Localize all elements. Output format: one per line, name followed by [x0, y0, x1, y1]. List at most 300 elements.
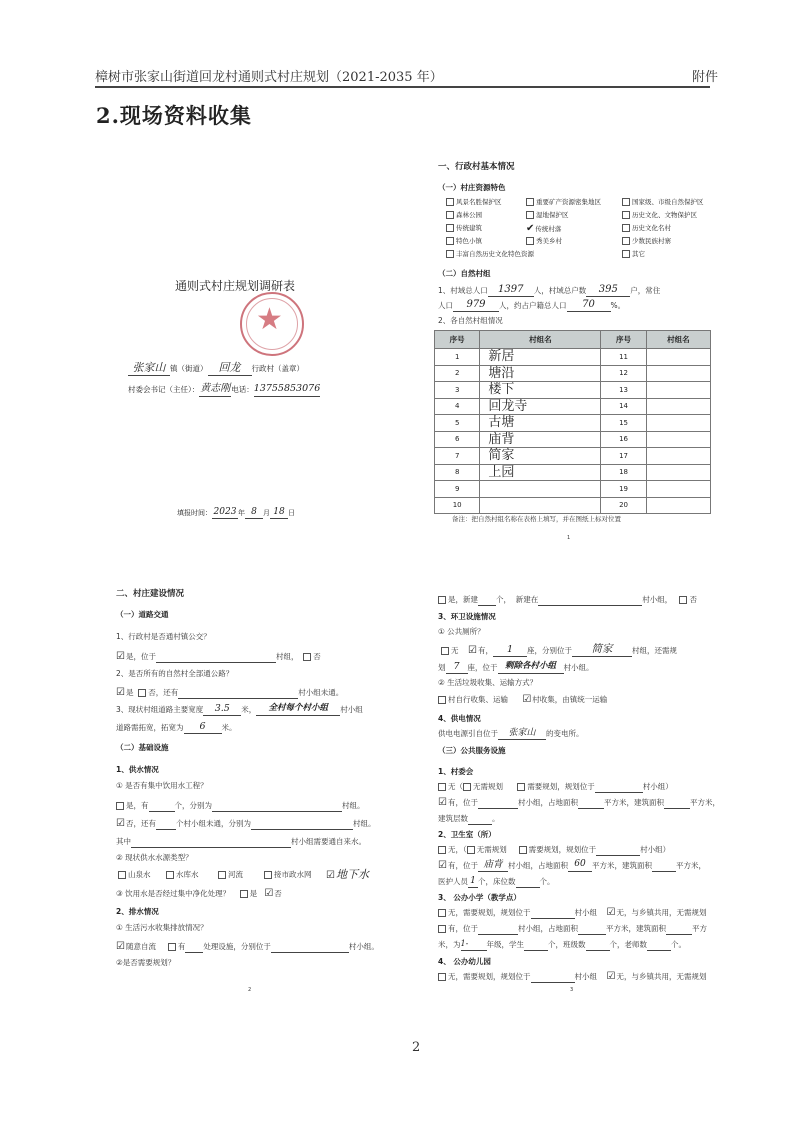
checkbox-icon[interactable] [446, 224, 454, 232]
resource-option[interactable] [526, 237, 562, 245]
table-row [435, 497, 711, 514]
table-row [435, 431, 711, 448]
committee-floors-line [438, 812, 500, 825]
group-name: 楼下 [480, 382, 601, 399]
group-name: 回龙寺 [480, 398, 601, 415]
checkbox-icon[interactable] [264, 871, 272, 879]
school-need: 无，需要规划，规划位于 [448, 908, 531, 917]
checkbox-icon[interactable] [218, 871, 226, 879]
drain-facility-checkbox[interactable] [168, 943, 176, 951]
road-widen-label: 道路需拓宽，拓宽为 [116, 723, 184, 732]
p2-heading: 二、村庄建设情况 [116, 589, 185, 599]
resource-option[interactable] [622, 224, 671, 232]
phone-value: 13755853076 [254, 382, 320, 397]
population-value: 1397 [488, 283, 534, 297]
water-source-option[interactable] [218, 868, 243, 882]
committee-none: 无（ [448, 782, 463, 791]
resource-label: 丰富自然历史文化特色资源 [456, 250, 534, 258]
checkbox-icon[interactable] [526, 211, 534, 219]
water-source-option[interactable] [166, 868, 199, 882]
percent-value: 70 [567, 298, 611, 312]
power-title: 4、供电情况 [438, 714, 481, 723]
group-no: 16 [601, 431, 646, 448]
clinic-need: 需要规划，规划位于 [528, 845, 597, 854]
checkmark-icon[interactable]: ☑ [116, 687, 125, 698]
clinic-need-checkbox[interactable] [519, 846, 527, 854]
group-name [646, 481, 710, 498]
p3-first-line [438, 593, 697, 606]
month-unit: 月 [263, 509, 270, 517]
resident-line [438, 298, 625, 312]
water-source-option[interactable] [118, 868, 151, 882]
toilet-location: 简家 [572, 643, 632, 657]
water-no-line [116, 817, 375, 830]
school-grade-line [438, 938, 686, 951]
clinic-has: 有，位于 [447, 861, 478, 870]
school-need-checkbox[interactable] [438, 909, 446, 917]
checkbox-icon[interactable] [446, 198, 454, 206]
new-c: 新建在 [515, 595, 539, 604]
clinic-area: 60 [568, 858, 592, 872]
p2-subheading-infra: （二）基础设施 [116, 743, 169, 752]
committee-has: 有，位于 [447, 798, 478, 807]
resource-option[interactable] [526, 211, 569, 219]
official-seal [240, 292, 304, 356]
p1-heading: 一、行政村基本情况 [438, 162, 515, 172]
q-road-widen [116, 720, 237, 734]
water-no-tail: 村组。 [352, 819, 376, 828]
clinic-staff-line [438, 875, 555, 888]
water-source-option[interactable] [264, 868, 312, 882]
public-services-heading: （三）公共服务设施 [438, 746, 506, 755]
header-divider [95, 86, 710, 88]
committee-has-line [438, 796, 720, 809]
village-value: 回龙 [208, 361, 252, 376]
clinic-staff-label: 医护人员 [438, 877, 468, 886]
percent-unit: %。 [610, 301, 626, 310]
resource-option[interactable] [622, 198, 704, 206]
clinic-location: 庙背 [478, 858, 508, 872]
checkbox-icon[interactable] [622, 211, 630, 219]
drain-title: 2、排水情况 [116, 907, 159, 916]
group-name [480, 481, 601, 498]
q-road-width [116, 702, 363, 716]
school-j: 个，班级数 [548, 940, 586, 949]
drain-has-b: 处理设施，分别位于 [203, 942, 271, 951]
resource-option[interactable] [446, 250, 534, 258]
checkbox-icon[interactable] [166, 871, 174, 879]
road-groups-tail: 村小组 [340, 705, 363, 714]
clinic-staff: 1 [468, 875, 478, 888]
resource-label: 风景名胜保护区 [456, 198, 502, 206]
resource-label: 少数民族村寨 [632, 237, 671, 245]
checkbox-icon[interactable] [622, 224, 630, 232]
group-no: 19 [601, 481, 646, 498]
checkbox-icon[interactable] [526, 198, 534, 206]
garbage-town: 村收集，由镇统一运输 [532, 695, 608, 704]
resource-option[interactable] [446, 211, 482, 219]
new-no-checkbox[interactable] [679, 596, 687, 604]
toilet-none-checkbox[interactable] [441, 647, 449, 655]
resident-value: 979 [453, 298, 499, 312]
group-no: 2 [435, 365, 480, 382]
resource-option[interactable] [526, 198, 601, 206]
checkmark-icon[interactable]: ☑ [116, 818, 125, 829]
checkmark-icon[interactable]: ☑ [438, 860, 447, 871]
households-label: 人，村域总户数 [533, 286, 587, 295]
group-name [646, 382, 710, 399]
col-header-name-2: 村组名 [646, 331, 710, 349]
checkmark-icon[interactable]: ☑ [116, 651, 125, 662]
road-widen-unit: 米。 [221, 723, 237, 732]
kindergarten-need-tail: 村小组 [574, 972, 597, 981]
committee-need-tail: 村小组） [642, 782, 673, 791]
drain-free: 随意自流 [125, 942, 156, 951]
p2-page-number: 2 [248, 987, 252, 993]
resident-label-b: 人口 [438, 301, 453, 310]
clinic-noplan: 无需规划 [476, 845, 507, 854]
resource-checklist [446, 198, 722, 264]
checkbox-icon[interactable] [446, 211, 454, 219]
school-k: 个，老师数 [609, 940, 647, 949]
school-has-line [438, 922, 707, 935]
checkbox-icon[interactable] [622, 250, 630, 258]
resident-label-a: 户，常住 [630, 286, 661, 295]
clinic-has-line [438, 858, 706, 872]
group-name: 新居 [480, 349, 601, 366]
group-no: 9 [435, 481, 480, 498]
drain-answer [116, 940, 379, 953]
checkbox-icon[interactable] [446, 237, 454, 245]
school-e: 村小组，占地面积 [518, 924, 578, 933]
checkmark-icon[interactable]: ☑ [468, 645, 478, 656]
group-name: 简家 [480, 448, 601, 465]
cover-title: 通则式村庄规划调研表 [175, 279, 296, 293]
group-no: 17 [601, 448, 646, 465]
checkmark-icon[interactable]: ☑ [522, 694, 532, 705]
clinic-c: 平方米，建筑面积 [591, 861, 652, 870]
water-q3: ③ 饮用水是否经过集中净化处理？ [116, 889, 231, 898]
table-row [435, 448, 711, 465]
group-name [646, 349, 710, 366]
group-name [646, 431, 710, 448]
group-name [646, 415, 710, 432]
checkmark-icon[interactable]: ☑ [606, 971, 616, 982]
kindergarten-shared: 无，与乡镇共用，无需规划 [616, 972, 707, 981]
garbage-line [438, 694, 607, 706]
school-has: 有，位于 [448, 924, 478, 933]
road-width-label: 3、现状村组道路主要宽度 [116, 705, 204, 714]
bus-yes-tail: 村组， [275, 652, 299, 661]
page-number: 2 [412, 1040, 421, 1055]
water-source-label: 地下水 [335, 868, 369, 881]
water-source-option[interactable] [326, 868, 369, 883]
water-other-line [116, 835, 366, 848]
water-yes-checkbox[interactable] [116, 802, 124, 810]
table-row [435, 349, 711, 366]
water-other: 其中 [116, 837, 131, 846]
q-road: 2、是否所有的自然村全部通公路？ [116, 669, 234, 678]
cover-date-line [177, 506, 295, 519]
population-line [438, 283, 660, 297]
clinic-d: 平方米， [675, 861, 706, 870]
kindergarten-title: 4、 公办幼儿园 [438, 957, 491, 966]
clinic-beds-tail: 个。 [539, 877, 555, 886]
school-g: 平方 [692, 924, 707, 933]
power-a: 供电电源引自位于 [438, 729, 498, 738]
col-header-no-2: 序号 [601, 331, 646, 349]
water-source-label: 山泉水 [128, 870, 151, 879]
checkmark-icon[interactable]: ☑ [438, 797, 447, 808]
group-name [646, 365, 710, 382]
kindergarten-need-checkbox[interactable] [438, 973, 446, 981]
toilet-line [441, 643, 677, 657]
road-width-value: 3.5 [203, 702, 241, 716]
group-no: 14 [601, 398, 646, 415]
school-need-tail: 村小组 [574, 908, 597, 917]
road-tail: 村小组未通。 [298, 688, 344, 697]
resource-label: 湿地保护区 [536, 211, 569, 219]
town-label: 镇（街道） [170, 364, 208, 373]
committee-has-c: 平方米，建筑面积 [603, 798, 664, 807]
resource-option[interactable] [622, 237, 671, 245]
checkbox-icon[interactable] [446, 250, 454, 258]
drain-has: 有 [177, 942, 186, 951]
seal-star-icon: ★ [256, 302, 283, 337]
p2-subheading-roads: （一）道路交通 [116, 610, 169, 619]
sanitation-title: 3、环卫设施情况 [438, 612, 496, 621]
year-unit: 年 [238, 509, 245, 517]
kindergarten-need: 无，需要规划，规划位于 [448, 972, 531, 981]
clinic-none-line [438, 843, 670, 856]
group-no: 8 [435, 464, 480, 481]
table-row [435, 415, 711, 432]
resource-option[interactable] [526, 224, 561, 234]
power-line [438, 727, 584, 740]
water-q2: ② 现状供水水源类型？ [116, 853, 193, 862]
table-note: 备注：把自然村组名称在表格上填写，并在图纸上标对位置 [452, 515, 621, 523]
village-label: 行政村（盖章） [251, 364, 304, 373]
toilet-f: 村小组。 [563, 663, 594, 672]
road-groups-value: 全村每个村小组 [256, 702, 340, 716]
water-q1: ① 是否有集中饮用水工程？ [116, 781, 208, 790]
committee-none-checkbox[interactable] [438, 783, 446, 791]
cover-town-line [128, 361, 304, 376]
group-no: 4 [435, 398, 480, 415]
checkmark-icon[interactable]: ☑ [116, 941, 125, 952]
committee-noplan-checkbox[interactable] [463, 783, 471, 791]
road-no-checkbox[interactable] [138, 689, 146, 697]
table-row [435, 382, 711, 399]
clinic-noplan-checkbox[interactable] [467, 846, 475, 854]
toilet-e: 座，位于 [467, 663, 498, 672]
resource-label: 国家级、市级自然保护区 [632, 198, 704, 206]
group-name [646, 448, 710, 465]
p1-subheading-groups: （二）自然村组 [438, 269, 491, 278]
resource-label: 特色小镇 [456, 237, 482, 245]
bus-yes: 是，位于 [125, 652, 156, 661]
day-unit: 日 [288, 509, 295, 517]
date-year: 2023 [213, 507, 237, 517]
committee-has-d: 平方米， [689, 798, 720, 807]
school-f: 平方米，建筑面积 [606, 924, 666, 933]
village-groups-table [434, 330, 711, 514]
toilet-b: 座，分别位于 [527, 646, 573, 655]
water-q3-line [116, 888, 282, 900]
table-row [435, 481, 711, 498]
water-source-label: 接市政水网 [274, 870, 312, 879]
purify-yes-checkbox[interactable] [240, 890, 248, 898]
drain-q2: ②是否需要规划？ [116, 958, 176, 967]
checkbox-icon[interactable] [526, 237, 534, 245]
q-bus-answer [116, 650, 321, 663]
water-title: 1、供水情况 [116, 765, 159, 774]
resource-option[interactable] [446, 224, 482, 232]
committee-none-line [438, 780, 673, 793]
group-no: 13 [601, 382, 646, 399]
secretary-value: 黄志刚 [199, 382, 231, 397]
group-name [646, 497, 710, 514]
table-row [435, 365, 711, 382]
road-width-unit: 米， [241, 705, 257, 714]
group-no: 11 [601, 349, 646, 366]
checkmark-icon[interactable]: ☑ [606, 907, 616, 918]
checkmark-icon[interactable]: ☑ [326, 870, 335, 881]
water-yes-line [116, 799, 365, 812]
toilet-count: 1 [493, 643, 527, 657]
cover-secretary-line [128, 382, 320, 397]
group-no: 7 [435, 448, 480, 465]
col-header-name: 村组名 [480, 331, 601, 349]
toilet-planned: 7 [446, 660, 468, 674]
water-no: 否，还有 [125, 819, 156, 828]
col-header-no: 序号 [435, 331, 480, 349]
new-d: 村小组， [642, 595, 673, 604]
school-i: 年级，学生 [486, 940, 524, 949]
group-no: 10 [435, 497, 480, 514]
group-name: 上园 [480, 464, 601, 481]
toilet-none: 无 [451, 646, 459, 655]
households-value: 395 [586, 283, 630, 297]
resource-label: 传统建筑 [456, 224, 482, 232]
toilet-plan-line [438, 660, 594, 674]
group-name: 塘沿 [480, 365, 601, 382]
garbage-q: ② 生活垃圾收集、运输方式？ [438, 678, 538, 687]
new-a: 是，新建 [448, 595, 478, 604]
water-yes-b: 个，分别为 [174, 801, 212, 810]
new-b: 个， [496, 595, 511, 604]
group-no: 20 [601, 497, 646, 514]
water-other-tail: 村小组需要通自来水。 [291, 837, 366, 846]
bus-no: 否 [313, 652, 321, 661]
checkmark-icon[interactable]: ✔ [526, 223, 535, 234]
toilet-has: 有， [478, 646, 494, 655]
power-source: 张家山 [498, 727, 546, 740]
resource-option[interactable] [446, 237, 482, 245]
clinic-none-checkbox[interactable] [438, 846, 446, 854]
group-no: 5 [435, 415, 480, 432]
committee-need-checkbox[interactable] [517, 783, 525, 791]
group-no: 6 [435, 431, 480, 448]
clinic-b: 村小组，占地面积 [507, 861, 568, 870]
kindergarten-line [438, 970, 707, 983]
clinic-none: 无，（ [448, 845, 467, 854]
purify-no: 否 [274, 889, 282, 898]
checkmark-icon[interactable]: ☑ [264, 888, 274, 899]
water-yes-tail: 村组。 [342, 801, 365, 810]
school-l: 个。 [671, 940, 686, 949]
clinic-beds-label: 个，床位数 [478, 877, 516, 886]
resource-label: 其它 [632, 250, 645, 258]
document-header-title: 樟树市张家山街道回龙村通则式村庄规划（2021-2035 年） [95, 70, 443, 85]
drain-q1: ① 生活污水收集排放情况？ [116, 923, 208, 932]
water-yes: 是，有 [126, 801, 149, 810]
section-title: 2.现场资料收集 [96, 103, 252, 128]
phone-label: 电话： [231, 385, 254, 394]
water-no-b: 个村小组未通，分别为 [175, 819, 251, 828]
group-no: 3 [435, 382, 480, 399]
school-h: 米，为 [438, 940, 461, 949]
groups-table-caption: 2、各自然村组情况 [438, 316, 503, 325]
p1-subheading-resources: （一）村庄资源特色 [438, 183, 506, 192]
toilet-plan-location: 剩除各村小组 [498, 660, 564, 674]
water-source-options [118, 868, 398, 882]
bus-no-checkbox[interactable] [303, 653, 311, 661]
power-b: 的变电所。 [546, 729, 584, 738]
toilet-q: ① 公共厕所？ [438, 627, 485, 636]
road-new-width-value: 6 [184, 720, 222, 734]
percent-label: 人，约占户籍总人口 [499, 301, 567, 310]
resource-option[interactable] [622, 211, 697, 219]
water-source-label: 河流 [228, 870, 243, 879]
resource-label: 传统村落 [535, 225, 562, 233]
checkbox-icon[interactable] [622, 237, 630, 245]
town-value: 张家山 [128, 361, 170, 376]
school-title: 3、 公办小学（教学点） [438, 893, 521, 902]
checkbox-icon[interactable] [622, 198, 630, 206]
group-no: 15 [601, 415, 646, 432]
checkbox-icon[interactable] [118, 871, 126, 879]
group-no: 1 [435, 349, 480, 366]
resource-option[interactable] [622, 250, 645, 258]
group-name [646, 398, 710, 415]
toilet-c: 村组，还需规 [632, 646, 678, 655]
school-has-checkbox[interactable] [438, 925, 446, 933]
document-header-appendix: 附件 [692, 70, 719, 85]
road-no: 否，还有 [148, 688, 179, 697]
group-name: 庙背 [480, 431, 601, 448]
table-row [435, 464, 711, 481]
road-yes: 是 [125, 688, 134, 697]
committee-has-b: 村小组，占地面积 [517, 798, 578, 807]
resource-label: 历史文化、文物保护区 [632, 211, 697, 219]
population-label: 1、村域总人口 [438, 286, 488, 295]
committee-title: 1、村委会 [438, 767, 474, 776]
committee-floors-tail: 。 [492, 814, 500, 823]
group-no: 18 [601, 464, 646, 481]
resource-label: 重要矿产资源密集地区 [536, 198, 601, 206]
p3-page-number: 3 [570, 987, 574, 993]
new-no: 否 [689, 595, 697, 604]
water-source-label: 水库水 [176, 870, 199, 879]
group-name [480, 497, 601, 514]
resource-option[interactable] [446, 198, 502, 206]
resource-label: 秀美乡村 [536, 237, 562, 245]
group-no: 12 [601, 365, 646, 382]
garbage-self-checkbox[interactable] [438, 696, 446, 704]
table-row [435, 398, 711, 415]
new-yes-checkbox[interactable] [438, 596, 446, 604]
